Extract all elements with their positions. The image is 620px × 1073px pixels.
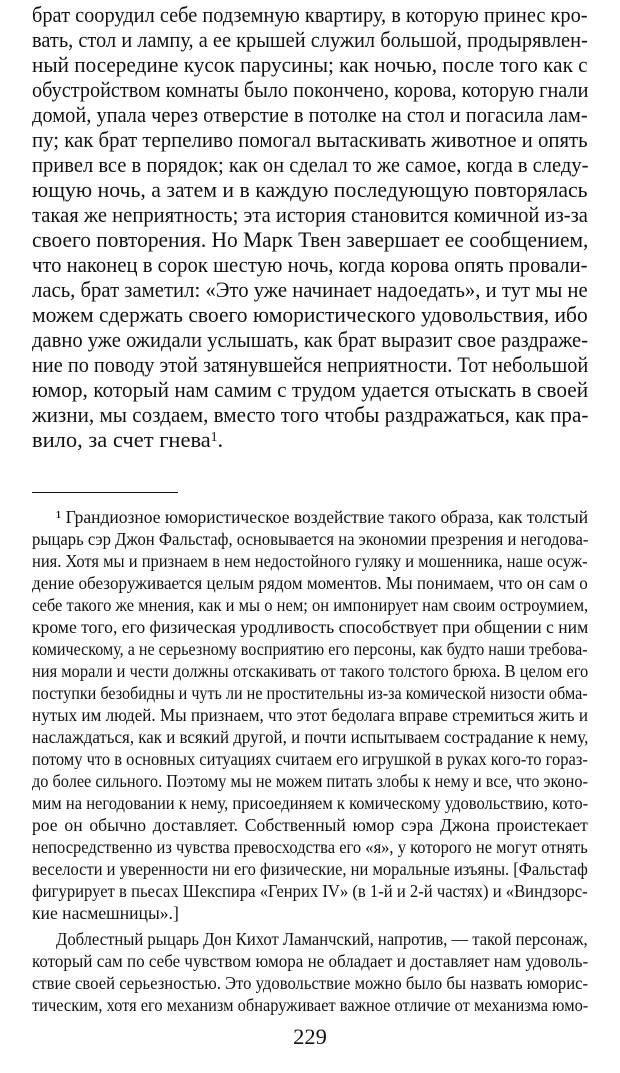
text-line: своего повторения. Но Марк Твен завершает ее сообщением, bbox=[32, 227, 589, 252]
text-line: лась, брат заметил: «Это уже начинает надоедать», и тут мы не bbox=[32, 277, 588, 302]
footnote-line: тическим, хотя его механизм обнаруживает важное отличие от механизма юмо- bbox=[32, 995, 589, 1015]
text-line: можем сдержать своего юмористического удовольствия, ибо bbox=[32, 302, 588, 327]
text-line: брат соорудил себе подземную квартиру, в которую принес кро- bbox=[32, 2, 588, 27]
text-line-content: вило, за счет гнева bbox=[32, 427, 211, 452]
text-line: такая же неприятность; эта история становится комичной из-за bbox=[32, 202, 588, 227]
text-line: привел все в порядок; как он сделал то же самое, когда в следу- bbox=[32, 152, 589, 177]
footnote-line: наслаждаться, как и всякий другой, и почти испытываем сострадание к нему, bbox=[32, 727, 589, 747]
footnote-line: дение обезоруживается целым рядом моментов. Мы понимаем, что он сам о bbox=[32, 573, 588, 593]
footnote-line: себе такого же мнения, как и мы о нем; он импонирует нам своим остроумием, bbox=[32, 595, 589, 615]
footnote-line: поступки безобидны и чуть ли не простительны из-за комической низости обма- bbox=[32, 683, 588, 703]
text-line: ющую ночь, а затем и в каждую последующую повторялась bbox=[32, 177, 588, 202]
footnote-line: кие насмешницы».] bbox=[32, 903, 179, 923]
footnote-line: мим на негодовании к нему, присоединяем к комическому удовольствию, кото- bbox=[32, 793, 589, 813]
footnote-line: ¹ Грандиозное юмористическое воздействие такого образа, как толстый bbox=[56, 507, 589, 527]
text-line: вать, стол и лампу, а ее крышей служил большой, продырявлен- bbox=[32, 27, 588, 52]
text-line: обустройством комнаты было покончено, корова, которую гнали bbox=[32, 77, 589, 102]
text-line: что наконец в сорок шестую ночь, когда корова опять провали- bbox=[32, 252, 588, 277]
sentence-period: . bbox=[217, 427, 224, 452]
footnote-line: до более сильного. Поэтому мы не можем питать злобы к нему и все, что эконо- bbox=[32, 771, 588, 791]
text-line: ние по поводу этой затянувшейся неприятности. Тот небольшой bbox=[32, 352, 589, 377]
footnote-line: ния. Хотя мы и признаем в нем недостойного гуляку и мошенника, наше осуж- bbox=[32, 551, 588, 571]
footnote-line: потому что в основных ситуациях считаем его игрушкой в руках кого-то гораз- bbox=[32, 749, 588, 769]
footnote-reference: 1 bbox=[210, 429, 218, 444]
footnote-line: рыцарь сэр Джон Фальстаф, основывается на экономии презрения и негодова- bbox=[32, 529, 589, 549]
footnote-line: веселости и уверенности ни его физические, ни моральные изъяны. [Фальстаф bbox=[32, 859, 588, 879]
footnote-line: ния морали и чести должны отскакивать от такого толстого брюха. В целом его bbox=[32, 661, 589, 681]
page-number: 229 bbox=[293, 1024, 327, 1049]
text-line: домой, упала через отверстие в потолке на стол и погасила лам- bbox=[32, 102, 588, 127]
footnote-line: нутых им людей. Мы признаем, что этот бедолага вправе стремиться жить и bbox=[32, 705, 588, 725]
footnote-line: непосредственно из чувства превосходства его «я», у которого не могут отнять bbox=[32, 837, 588, 857]
text-line: пу; как брат терпеливо помогал вытаскивать животное и опять bbox=[32, 127, 588, 152]
text-line: юмор, который нам самим с трудом удается отыскать в своей bbox=[32, 377, 589, 402]
text-line: ный посередине кусок парусины; как ночью, после того как с bbox=[32, 52, 588, 77]
footnote-line: комическому, а не серьезному восприятию его персоны, как будто наши требова- bbox=[32, 639, 588, 659]
footnote-line: который сам по себе чувством юмора не обладает и доставляет нам удоволь- bbox=[32, 951, 589, 971]
text-line: давно уже ожидали услышать, как брат выразит свое раздраже- bbox=[32, 327, 589, 352]
text-line-last bbox=[32, 427, 223, 453]
footnote-line: Доблестный рыцарь Дон Кихот Ламанчский, напротив, — такой персонаж, bbox=[56, 929, 588, 949]
footnote-line: кроме того, его физическая уродливость способствует при общении с ним bbox=[32, 617, 589, 637]
text-line: жизни, мы создаем, вместо того чтобы раздражаться, как пра- bbox=[32, 402, 589, 427]
footnote-line: ствие своей серьезностью. Это удовольствие можно было бы назвать юморис- bbox=[32, 973, 589, 993]
footnote-line: фигурирует в пьесах Шекспира «Генрих IV» (в 1-й и 2-й частях) и «Виндзорс- bbox=[32, 881, 588, 901]
footnote-line: рое он обычно доставляет. Собственный юмор сэра Джона проистекает bbox=[32, 815, 588, 835]
footnote-divider bbox=[32, 492, 178, 493]
